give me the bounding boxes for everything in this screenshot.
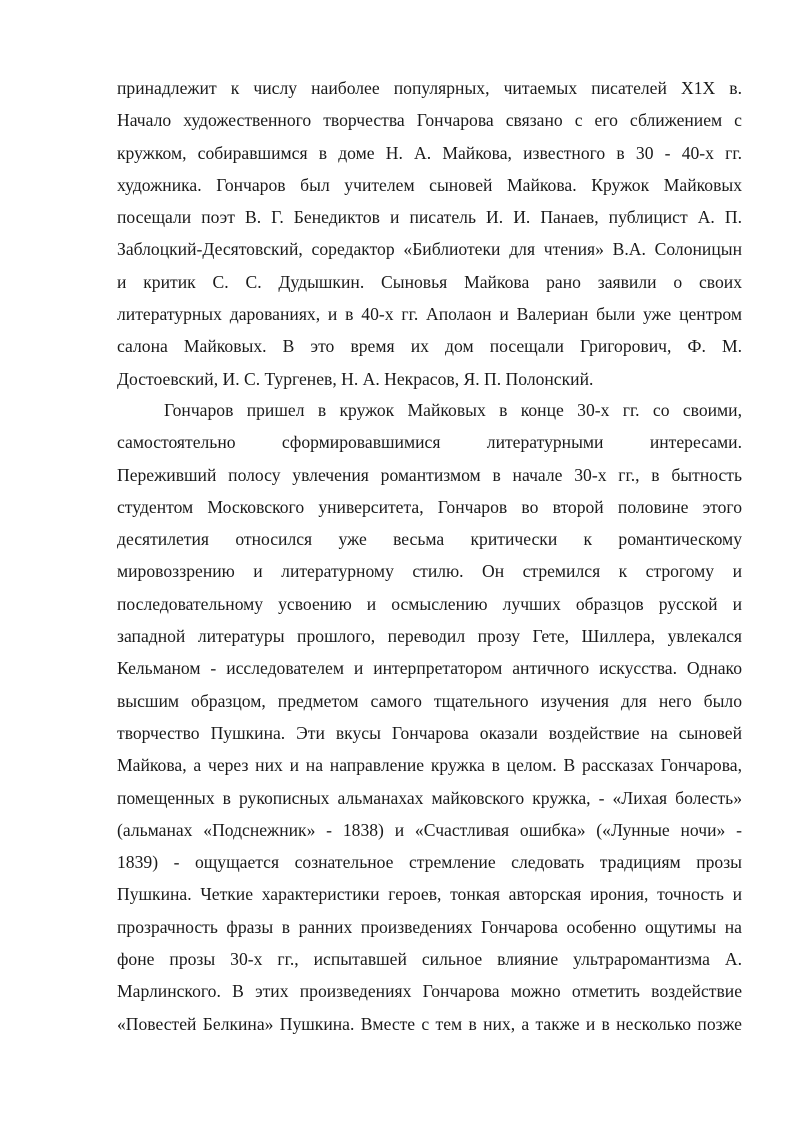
text-line: Пушкина. Четкие характеристики героев, тонкая авторская ирония, точность и [117,884,742,905]
text-line: посещали поэт В. Г. Бенедиктов и писатель И. И. Панаев, публицист А. П. [117,207,742,228]
text-line: Начало художественного творчества Гончарова связано с его сближением с [117,110,742,131]
paragraph-2 [117,394,742,1040]
text-line: десятилетия относился уже весьма критически к романтическому [117,529,742,550]
text-line: принадлежит к числу наиболее популярных, читаемых писателей Х1Х в. [117,78,742,98]
text-line: фоне прозы 30-х гг., испытавшей сильное влияние ультраромантизма А. [117,949,742,970]
text-line: литературных дарованиях, и в 40-х гг. Аполаон и Валериан были уже центром [117,304,742,325]
text-line: студентом Московского университета, Гончаров во второй половине этого [117,496,742,517]
text-line: Заблоцкий-Десятовский, соредактор «Библиотеки для чтения» В.А. Солоницын [117,239,742,260]
text-line: «Повестей Белкина» Пушкина. Вместе с тем в них, а также и в несколько позже [117,1013,742,1034]
text-line: Майкова, а через них и на направление кружка в целом. В рассказах Гончарова, [117,755,742,776]
text-line: Достоевский, И. С. Тургенев, Н. А. Некрасов, Я. П. Полонский. [117,368,594,389]
text-line: (альманах «Подснежник» - 1838) и «Счастливая ошибка» («Лунные ночи» - [117,819,742,840]
text-line: кружком, собиравшимся в доме Н. А. Майкова, известного в 30 - 40-х гг. [117,142,742,163]
text-line: 1839) - ощущается сознательное стремление следовать традициям прозы [117,852,742,873]
text-line: Гончаров пришел в кружок Майковых в конце 30-х гг. со своими, [164,400,742,420]
text-line: западной литературы прошлого, переводил прозу Гете, Шиллера, увлекался [117,626,742,647]
text-line: Переживший полосу увлечения романтизмом в начале 30-х гг., в бытность [117,464,742,485]
text-line: помещенных в рукописных альманахах майковского кружка, - «Лихая болесть» [117,787,742,808]
text-line: самостоятельно сформировавшимися литературными интересами. [117,432,742,453]
text-line: и критик С. С. Дудышкин. Сыновья Майкова рано заявили о своих [117,271,742,292]
paragraph-1 [117,72,742,395]
text-line: художника. Гончаров был учителем сыновей Майкова. Кружок Майковых [117,174,742,195]
text-line: Кельманом - исследователем и интерпретатором античного искусства. Однако [117,658,742,679]
text-line: прозрачность фразы в ранних произведениях Гончарова особенно ощутимы на [117,916,742,937]
text-line: Марлинского. В этих произведениях Гончарова можно отметить воздействие [117,981,742,1002]
text-line: высшим образцом, предметом самого тщательного изучения для него было [117,690,742,711]
text-line: творчество Пушкина. Эти вкусы Гончарова оказали воздействие на сыновей [117,722,742,743]
text-line: салона Майковых. В это время их дом посещали Григорович, Ф. М. [117,336,742,357]
text-line: мировоззрению и литературному стилю. Он стремился к строгому и [117,561,742,582]
text-line: последовательному усвоению и осмыслению лучших образцов русской и [117,593,742,614]
